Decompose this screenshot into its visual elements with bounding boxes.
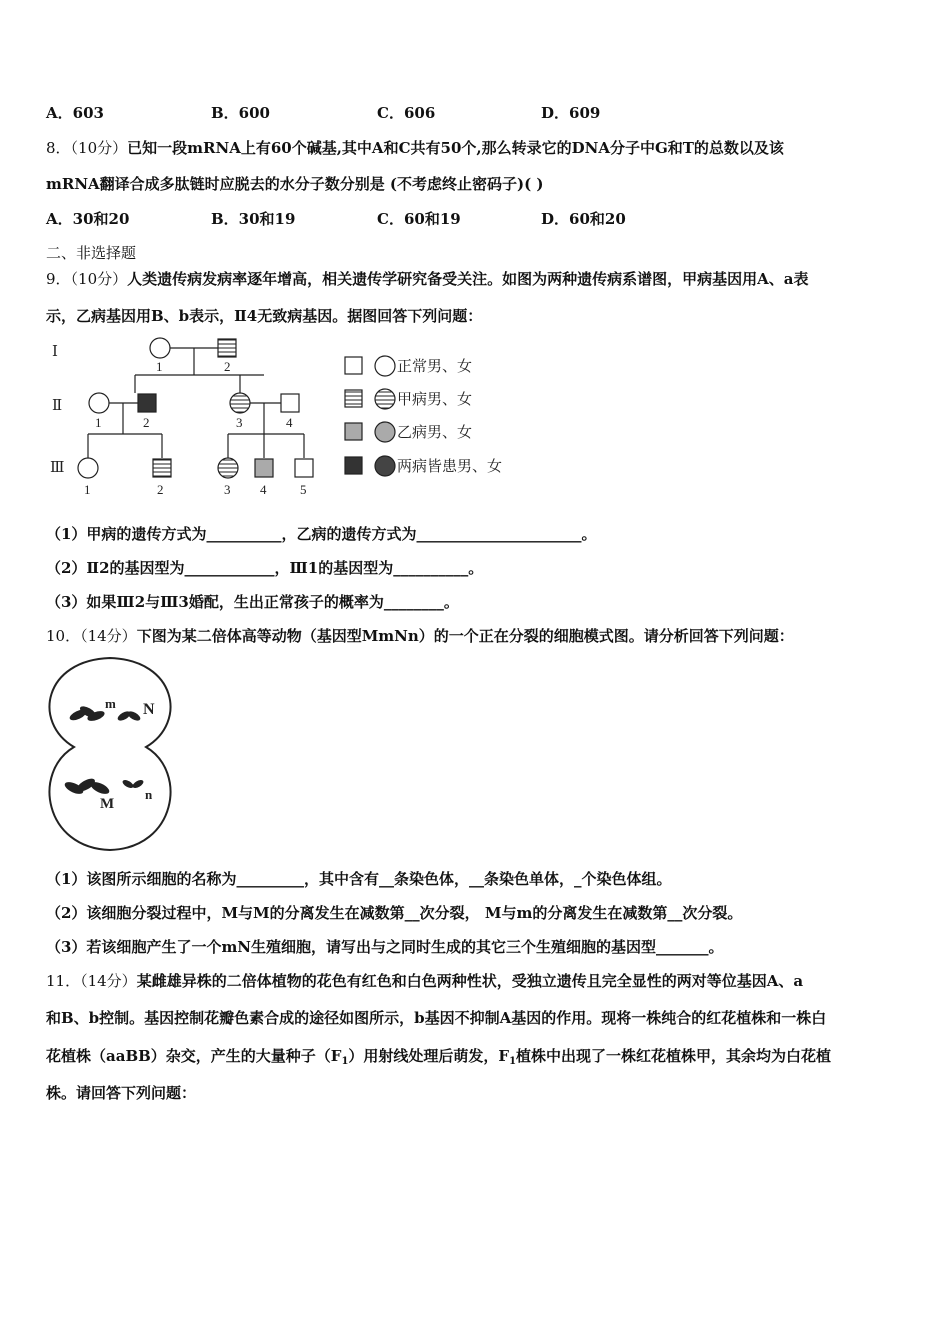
q8-line1: 8．（10分）已知一段mRNA上有60个碱基,其中A和C共有50个,那么转录它的DNA分子中G和T的总数以及该: [46, 139, 784, 157]
q8-option-d: D．60和20: [541, 210, 626, 228]
q7-option-a: A．603: [46, 104, 104, 122]
section-heading: 二、非选择题: [46, 244, 137, 262]
pedigree-chart: [40, 330, 520, 505]
pedigree-legend: [345, 356, 502, 476]
q7-option-d: D．609: [541, 104, 601, 122]
svg-text:4: 4: [260, 482, 267, 497]
svg-text:4: 4: [286, 415, 293, 430]
q8-option-a: A．30和20: [46, 210, 130, 228]
gen-label-2: Ⅱ: [52, 398, 63, 414]
q9-sub2: （2）Ⅱ2的基因型为____________，Ⅲ1的基因型为__________。: [46, 559, 484, 577]
svg-text:2: 2: [157, 482, 164, 497]
cell-label-m: m: [105, 696, 116, 711]
q10-number: 10．（14分）: [46, 627, 137, 645]
svg-text:2: 2: [143, 415, 150, 430]
svg-text:3: 3: [224, 482, 231, 497]
q11-line4: 株。请回答下列问题：: [46, 1084, 197, 1102]
svg-text:1: 1: [95, 415, 102, 430]
individual-III-5: [295, 459, 313, 477]
cell-label-n: n: [145, 787, 153, 802]
q8-option-b: B．30和19: [211, 210, 296, 228]
q8-line2: mRNA翻译合成多肽链时应脱去的水分子数分别是 (不考虑终止密码子)( ): [46, 175, 544, 193]
q9-sub1: （1）甲病的遗传方式为__________，乙病的遗传方式为______________________。: [46, 525, 597, 543]
q8-number: 8．（10分）: [46, 139, 128, 157]
q9-line1: 9．（10分）人类遗传病发病率逐年增高，相关遗传学研究备受关注。如图为两种遗传病系谱图，甲病基因用A、a表: [46, 270, 809, 288]
svg-text:2: 2: [224, 359, 231, 374]
q9-number: 9．（10分）: [46, 270, 128, 288]
q11-line2: 和B、b控制。基因控制花瓣色素合成的途径如图所示，b基因不抑制A基因的作用。现将一株纯合的红花植株和一株白: [46, 1009, 827, 1027]
gen-label-3: Ⅲ: [50, 460, 65, 476]
q7-option-b: B．600: [211, 104, 270, 122]
cell-diagram: [44, 652, 180, 856]
individual-III-3: [218, 458, 238, 478]
q11-number: 11．（14分）: [46, 972, 137, 990]
cell-label-N: N: [143, 701, 155, 718]
gen-label-1: Ⅰ: [52, 344, 58, 360]
individual-II-1: [89, 393, 109, 413]
legend-normal: 正常男、女: [397, 359, 473, 375]
svg-text:3: 3: [236, 415, 243, 430]
q10-sub2: （2）该细胞分裂过程中，M与M的分离发生在减数第__次分裂， M与m的分离发生在减数第__次分裂。: [46, 904, 743, 922]
q9-line2: 示，乙病基因用B、b表示，Ⅱ4无致病基因。据图回答下列问题：: [46, 307, 483, 325]
individual-III-1: [78, 458, 98, 478]
q7-option-c: C．606: [377, 104, 436, 122]
q10-line1: 10．（14分）下图为某二倍体高等动物（基因型MmNn）的一个正在分裂的细胞模式图。请分析回答下列问题：: [46, 627, 794, 645]
individual-II-4: [281, 394, 299, 412]
individual-III-4: [255, 459, 273, 477]
q10-sub3: （3）若该细胞产生了一个mN生殖细胞，请写出与之同时生成的其它三个生殖细胞的基因型_______。: [46, 938, 724, 956]
individual-II-2: [138, 394, 156, 412]
q10-sub1: （1）该图所示细胞的名称为_________，其中含有__条染色体，__条染色单体，_个染色体组。: [46, 870, 672, 888]
individual-II-3: [230, 393, 250, 413]
cell-label-M: M: [100, 796, 115, 812]
legend-disease-b: 乙病男、女: [397, 425, 473, 441]
individual-I-2: [218, 339, 236, 357]
q11-line1: 11．（14分）某雌雄异株的二倍体植物的花色有红色和白色两种性状，受独立遗传且完全显性的两对等位基因A、a: [46, 972, 804, 990]
q8-option-c: C．60和19: [377, 210, 461, 228]
q9-sub3: （3）如果Ⅲ2与Ⅲ3婚配，生出正常孩子的概率为________。: [46, 593, 459, 611]
svg-text:1: 1: [156, 359, 163, 374]
q11-line3: 花植株（aaBB）杂交，产生的大量种子$(F_1)$用射线处理后萌发，$F_1$植株中出现了一株红花植株甲，其余均为白花植: [46, 1047, 832, 1067]
svg-text:5: 5: [300, 482, 307, 497]
svg-text:1: 1: [84, 482, 91, 497]
individual-III-2: [153, 459, 171, 477]
legend-disease-a: 甲病男、女: [397, 392, 473, 408]
individual-I-1: [150, 338, 170, 358]
legend-both: 两病皆患男、女: [397, 459, 503, 475]
